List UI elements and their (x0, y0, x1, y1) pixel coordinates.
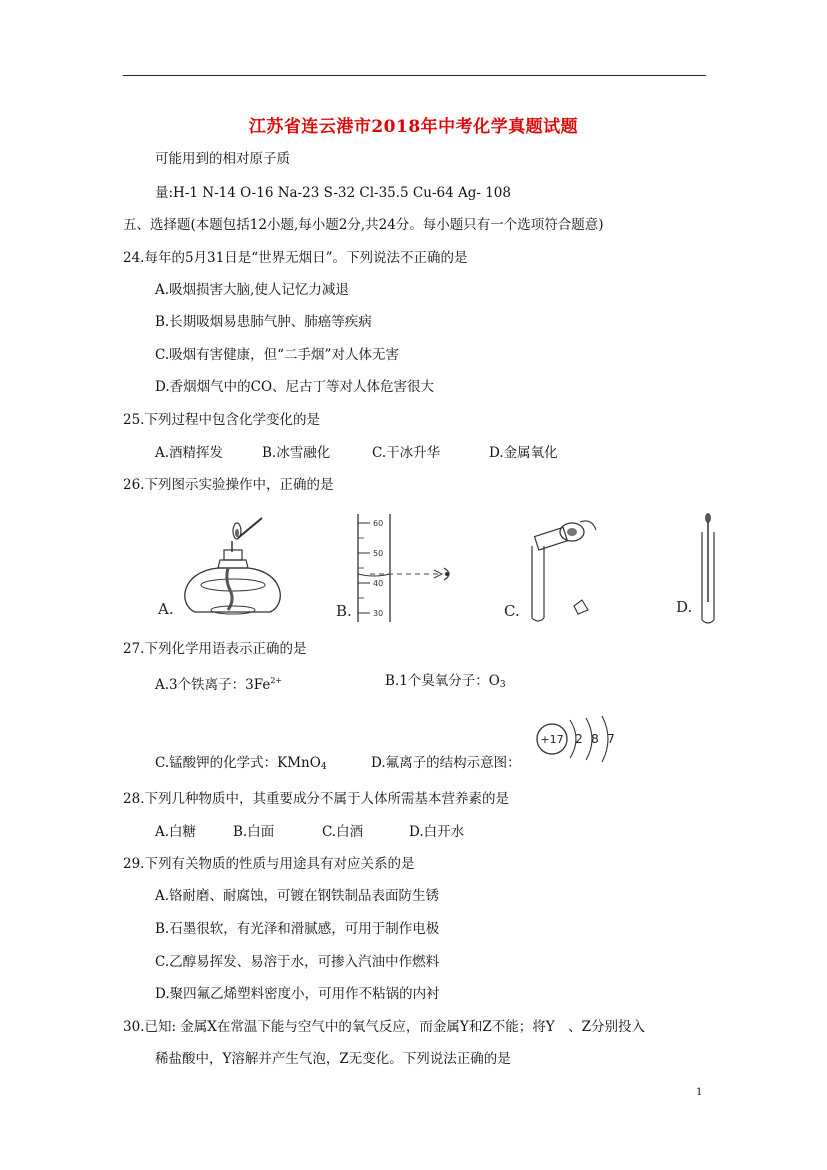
figure-c-label: C. (504, 602, 520, 620)
q25-option-c: C.干冰升华 (372, 445, 441, 461)
electron-shell-3: 7 (607, 732, 615, 746)
q27-option-d: D.氟离子的结构示意图： (371, 755, 521, 771)
document-title: 江苏省连云港市2018年中考化学真题试题 (248, 117, 579, 137)
figure-d-dropper (670, 510, 730, 625)
figure-c-adding-solid (500, 510, 615, 625)
figure-b-label: B. (336, 602, 352, 620)
figure-d-label: D. (676, 598, 693, 616)
q28-stem: 28.下列几种物质中，其重要成分不属于人体所需基本营养素的是 (123, 791, 509, 807)
cylinder-tick-60: 60 (373, 519, 384, 528)
q28-option-b: B.白面 (233, 824, 275, 840)
q24-stem: 24.每年的5月31日是“世界无烟日”。下列说法不正确的是 (123, 250, 468, 266)
figure-a-alcohol-lamp (150, 510, 280, 625)
q29-stem: 29.下列有关物质的性质与用途具有对应关系的是 (123, 856, 415, 872)
q27-option-a: A.3个铁离子：$3Fe^{2+}$ (155, 676, 283, 693)
q27-option-c: C.锰酸钾的化学式：KMnO$_4$ (155, 755, 327, 772)
q25-option-a: A.酒精挥发 (155, 445, 224, 461)
electron-shell-2: 8 (591, 732, 599, 746)
q29-option-b: B.石墨很软，有光泽和滑腻感，可用于制作电极 (155, 921, 440, 937)
q24-option-d: D.香烟烟气中的CO、尼古丁等对人体危害很大 (155, 379, 435, 395)
figure-b-graduated-cylinder (330, 510, 470, 625)
q25-option-b: B.冰雪融化 (262, 445, 331, 461)
cylinder-tick-40: 40 (373, 579, 384, 588)
q26-stem: 26.下列图示实验操作中，正确的是 (123, 477, 334, 493)
intro-line-1: 可能用到的相对原子质 (155, 151, 290, 167)
q28-option-d: D.白开水 (409, 824, 465, 840)
q25-option-d: D.金属氧化 (489, 445, 558, 461)
electron-shell-1: 2 (575, 732, 583, 746)
fluorine-ion-structure-diagram (534, 712, 624, 762)
q24-option-a: A.吸烟损害大脑,使人记忆力减退 (155, 282, 349, 298)
cylinder-tick-50: 50 (373, 549, 384, 558)
q25-stem: 25.下列过程中包含化学变化的是 (123, 412, 320, 428)
q27-stem: 27.下列化学用语表示正确的是 (123, 641, 307, 657)
section-heading: 五、选择题(本题包括12小题,每小题2分,共24分。每小题只有一个选项符合题意) (123, 217, 604, 233)
atom-nucleus-charge: +17 (540, 733, 564, 746)
q29-option-d: D.聚四氟乙烯塑料密度小，可用作不粘锅的内衬 (155, 986, 440, 1002)
intro-line-2: 量:H-1 N-14 O-16 Na-23 S-32 Cl-35.5 Cu-64 Ag- 108 (155, 185, 511, 201)
q29-option-c: C.乙醇易挥发、易溶于水，可掺入汽油中作燃料 (155, 954, 440, 970)
figure-a-label: A. (158, 600, 174, 618)
q24-option-b: B.长期吸烟易患肺气肿、肺癌等疾病 (155, 314, 372, 330)
q27-option-b: B.1个臭氧分子：$O_3$ (385, 673, 506, 690)
q28-option-c: C.白酒 (322, 824, 364, 840)
q29-option-a: A.铬耐磨、耐腐蚀，可镀在钢铁制品表面防生锈 (155, 888, 440, 904)
q28-option-a: A.白糖 (155, 824, 197, 840)
header-rule (123, 75, 706, 76)
cylinder-tick-30: 30 (373, 609, 384, 618)
q24-option-c: C.吸烟有害健康，但“二手烟”对人体无害 (155, 347, 399, 363)
q30-stem-line-2: 稀盐酸中，Y溶解并产生气泡，Z无变化。下列说法正确的是 (155, 1051, 511, 1067)
q30-stem-line-1: 30.已知: 金属X在常温下能与空气中的氧气反应，而金属Y和Z不能；将Y 、Z分别投入 (123, 1019, 646, 1035)
page-number: 1 (696, 1087, 703, 1098)
